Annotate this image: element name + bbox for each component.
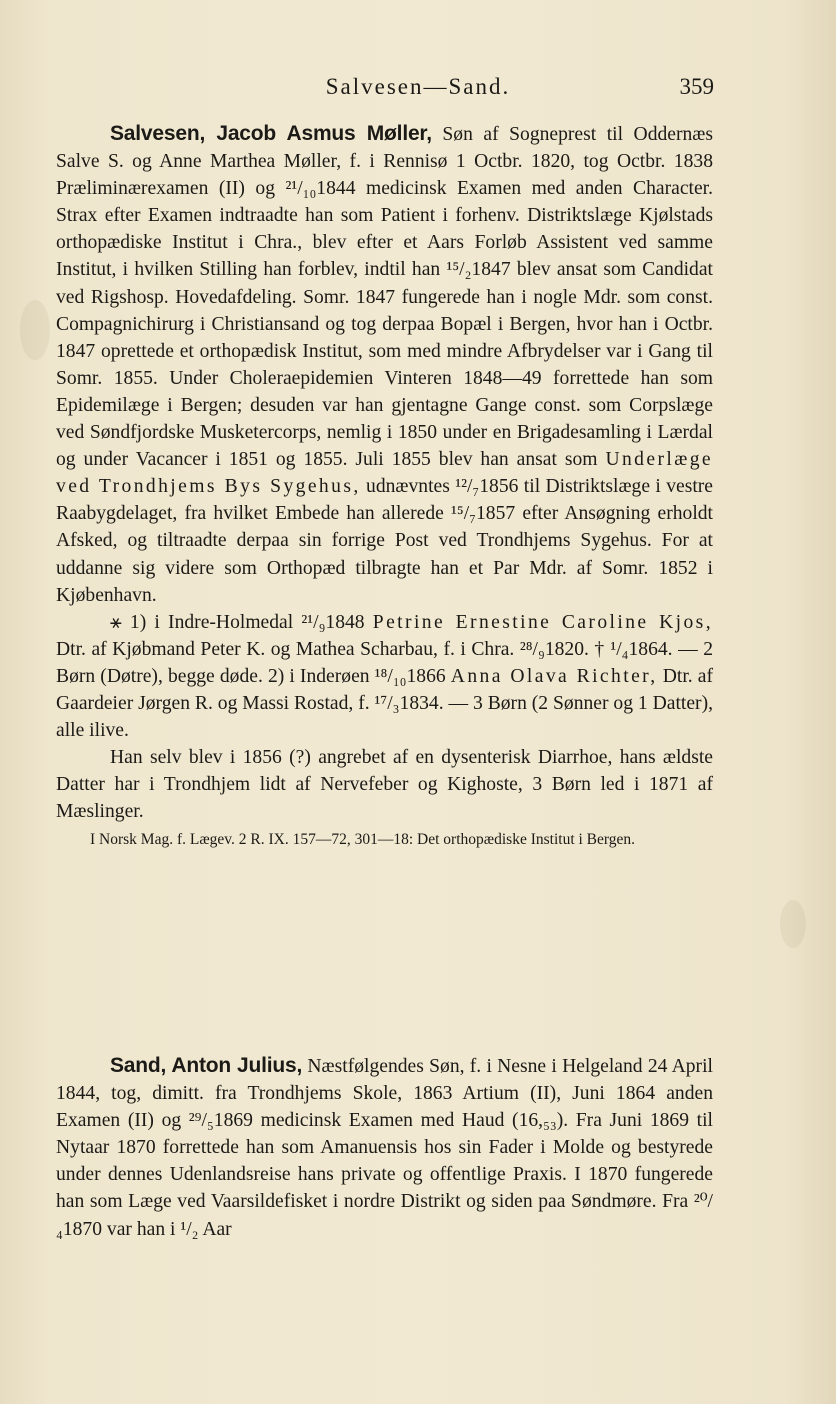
page-header xyxy=(0,74,836,104)
marriage-paragraph xyxy=(56,609,713,744)
running-head: Salvesen—Sand. xyxy=(325,74,511,99)
spouse-2-name: Anna Olava Richter, xyxy=(450,665,658,687)
paper-stain xyxy=(20,300,50,360)
entry-biography xyxy=(56,120,713,609)
entry-divider xyxy=(318,1012,518,1013)
biography-text: Søn af Sogneprest til Oddernæs Salve S. og Anne Marthea Møller, f. i Rennisø 1 Octbr. 1820, tog Octbr. 1838 Præliminærexamen (II) og ²¹/₁₀1844 medicinsk Examen med anden Character. Strax efter Examen indtraadte han som Patient i forhenv. Distriktslæge Kjølstads orthopædiske Institut i Chra., blev efter et Aars Forløb Assistent ved samme Institut, i hvilken Stilling han forblev, indtil han ¹⁵/₂1847 blev ansat som Candidat ved Rigshosp. Hovedafdeling. Somr. 1847 fungerede han i nogle Mdr. som const. Compagnichirurg i Christiansand og tog derpaa Bopæl i Bergen, hvor han i Octbr. 1847 oprettede et orthopædisk Institut, som med mindre Afbrydelser var i Gang til Somr. 1855. Under Choleraepidemien Vinteren 1848—49 forrettede han som Epidemilæge i Bergen; desuden var han gjentagne Gange const. som Corpslæge ved Søndfjordske Musketercorps, nemlig i 1850 under en Brigadesamling i Lærdal og under Vacancer i 1851 og 1855. Juli 1855 blev han ansat som xyxy=(56,124,714,471)
biography-text: Næstfølgendes Søn, f. i Nesne i Helgeland 24 April 1844, tog, dimitt. fra Trondhjems Skole, 1863 Artium (II), Juni 1864 anden Examen (II) og ²⁹/₅1869 medicinsk Examen med Haud (16,₅₃). Fra Juni 1869 til Nytaar 1870 forrettede han som Amanuensis hos sin Fader i Molde og bestyrede under dennes Udenlandsreise hans private og offentlige Praxis. I 1870 fungerede han som Læge ved Vaarsildefisket i nordre Distrikt og siden paa Søndmøre. Fra ²⁰/₄1870 var han i ¹/₂ Aar xyxy=(56,1056,713,1240)
entry-name: Sand, Anton Julius, xyxy=(110,1054,303,1077)
entry-sand xyxy=(56,1052,713,1243)
marriage-2-details: Dtr. af Gaardeier Jørgen R. og Massi Rostad, f. ¹⁷/₃1834. — 3 Børn (2 Sønner og 1 Datter), alle ilive. xyxy=(56,665,713,742)
illness-paragraph: Han selv blev i 1856 (?) angrebet af en dysenterisk Diarrhoe, hans ældste Datter har i Trondhjem lidt af Nervefeber og Kighoste, 3 Børn led i 1871 af Mæslinger. xyxy=(56,747,713,823)
paper-stain xyxy=(780,900,806,948)
entry-salvesen xyxy=(56,120,713,850)
entry-biography xyxy=(56,1052,713,1243)
marriage-1-details: Dtr. af Kjøbmand Peter K. og Mathea Scharbau, f. i Chra. ²⁸/₉1820. † ¹/₄1864. — 2 Børn (Døtre), begge døde. 2) i Inderøen ¹⁸/₁₀1866 xyxy=(56,638,713,687)
biography-text-continued: udnævntes ¹²/₇1856 til Distriktslæge i vestre Raabygdelaget, fra hvilket Embede han allerede ¹⁵/₇1857 efter Ansøgning erholdt Afsked, og tiltraadte derpaa sin forrige Post ved Trondhjems Sygehus. For at uddanne sig videre som Orthopæd tilbragte han et Par Mdr. af Somr. 1852 i Kjøbenhavn. xyxy=(56,476,713,606)
bibliographic-reference: I Norsk Mag. f. Lægev. 2 R. IX. 157—72, 301—18: Det orthopædiske Institut i Bergen. xyxy=(90,831,636,849)
spouse-1-name: Petrine Ernestine Caroline Kjos, xyxy=(372,611,713,633)
biography-spaced-text: Underlæge ved Trondhjems Bys Sygehus, xyxy=(56,449,714,498)
entry-name: Salvesen, Jacob Asmus Møller, xyxy=(110,122,432,145)
marriage-1-text: ⚹ 1) i Indre-Holmedal ²¹/₉1848 xyxy=(110,611,365,633)
page-number: 359 xyxy=(679,74,714,99)
